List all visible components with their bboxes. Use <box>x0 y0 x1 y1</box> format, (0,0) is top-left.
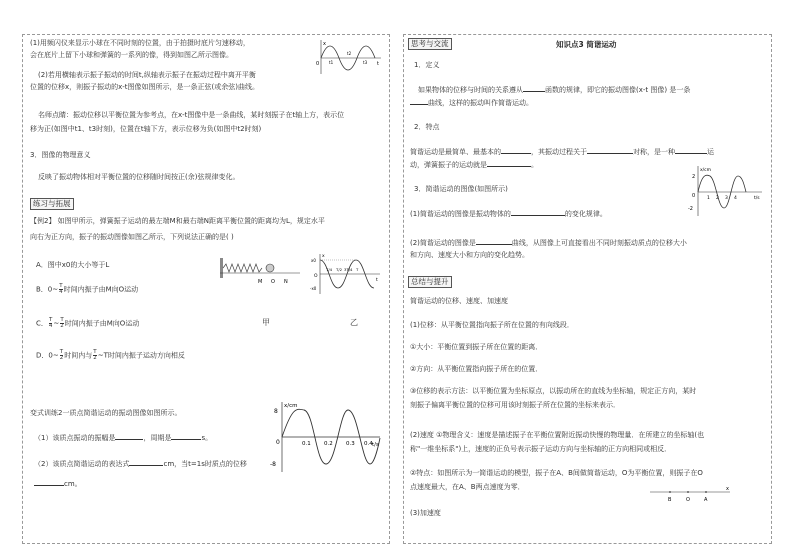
tick-quarter: T/4 <box>326 267 333 272</box>
example-2-line-2: 向右为正方向，振子的振动图像如图乙所示，下列说法正确的是( ) <box>30 233 234 241</box>
label-o: O <box>686 497 690 503</box>
definition-line-2 <box>410 97 533 108</box>
tick-half: T/2 <box>336 267 343 272</box>
fraction-t-over-4 <box>49 318 53 329</box>
fraction-denominator: 2 <box>60 323 64 329</box>
feature-text-e: 动，弹簧振子的运动就是 <box>410 161 487 169</box>
blank-displacement-time[interactable] <box>511 208 565 216</box>
label-yi: 乙 <box>350 318 358 327</box>
tick-t1: t1 <box>329 60 334 65</box>
point-o <box>687 491 689 493</box>
blank-curve[interactable] <box>410 97 428 105</box>
fraction-denominator: 2 <box>59 355 64 361</box>
fraction-numerator: T <box>93 349 97 355</box>
option-a: A．图中x0的大小等于L <box>36 261 110 269</box>
summary-acceleration: (3)加速度 <box>410 509 441 517</box>
y-axis-label: x/cm <box>700 168 712 173</box>
fraction-t-over-2 <box>60 318 64 329</box>
tick-3: 3 <box>725 196 728 201</box>
feature-text-c: 对称，是一种 <box>633 148 675 156</box>
fraction-t-over-2 <box>60 350 64 361</box>
question-2-text: （2）该质点简谐运动的表达式 <box>34 460 130 468</box>
graph-line-2 <box>410 237 687 248</box>
y-max-label: 8 <box>274 408 278 415</box>
summary-displacement: (1)位移：从平衡位置指向振子所在位置的有向线段． <box>410 321 574 329</box>
label-a: A <box>704 497 708 503</box>
answer-blank-amplitude[interactable] <box>115 432 143 440</box>
example-2-line-1: 【例2】 如图甲所示，弹簧振子运动的最左端M和最右端N距离平衡位置的距离均为L，规定水平 <box>30 217 325 225</box>
figure-yi-graph <box>310 252 382 296</box>
label-b: B <box>668 497 672 503</box>
answer-blank-period[interactable] <box>171 432 201 440</box>
option-b-prefix: B．0~ <box>36 285 59 294</box>
summary-feature-1: ②特点：如图所示为一简谐运动的模型，振子在A、B间做简谐运动，O为平衡位置，则振子在O <box>410 469 703 477</box>
section-3-heading: 3．图像的物理意义 <box>30 151 91 159</box>
fraction-numerator: T <box>59 349 64 355</box>
think-header: 思考与交流 <box>408 38 452 50</box>
fraction-t-over-2 <box>93 350 97 361</box>
option-c-text: 时间内振子由M向O运动 <box>64 319 140 328</box>
variant-question-1 <box>34 432 212 443</box>
spring <box>223 264 262 272</box>
y-max-label: 2 <box>692 174 696 180</box>
blank-symmetry[interactable] <box>587 146 633 154</box>
definition-line-1 <box>418 84 690 95</box>
graph-text-d: 曲线，从图像上可直接看出不同时刻振动质点的位移大小 <box>511 239 687 247</box>
option-d-prefix: D．0~ <box>36 351 59 360</box>
origin-label: 0 <box>276 439 280 446</box>
summary-header: 总结与提升 <box>408 276 452 288</box>
graph-text-b: 的变化规律。 <box>564 210 607 218</box>
option-c-prefix: C． <box>36 319 48 328</box>
label-n: N <box>284 279 288 285</box>
option-b <box>36 284 138 295</box>
label-jia: 甲 <box>262 318 270 327</box>
fraction-numerator: T <box>59 283 63 289</box>
blank-spring-motion[interactable] <box>487 159 531 167</box>
x0-label: x0 <box>311 258 316 263</box>
y-min-label: -2 <box>688 206 693 212</box>
x-axis-label: t/s <box>754 196 760 201</box>
note-text-b: 在t轴上方，表示位 <box>285 111 345 119</box>
x-axis-label: t <box>377 61 379 67</box>
question-2-mid: cm，当t=1s时质点的位移 <box>163 460 247 468</box>
question-1-text: （1）该质点振动的振幅是 <box>34 434 116 442</box>
figure-displacement-time-graph <box>313 38 383 78</box>
section-3-heading-right: 3．简谐运动的图像(如图所示) <box>414 185 508 193</box>
question-2-unit: cm。 <box>64 480 82 488</box>
section-2-heading: 2．特点 <box>414 123 440 131</box>
summary-direction: ②方向：从平衡位置指向振子所在的位置． <box>410 365 543 373</box>
paragraph-1a: (1)用频闪仪来显示小球在不同时刻的位置，由于拍摄时底片匀速移动， <box>30 39 250 47</box>
tick-0-1: 0.1 <box>302 441 311 447</box>
paragraph-2b: 位置的位移x，则振子振动的x-t图像如图所示，是一条正弦(或余弦)曲线。 <box>30 83 260 91</box>
question-1-unit: s。 <box>201 434 213 442</box>
feature-text-f: 。 <box>531 161 538 169</box>
tick-4: 4 <box>734 196 737 201</box>
option-d-mid: 时间内与 <box>64 351 93 360</box>
option-b-text: 时间内振子由M向O运动 <box>63 285 139 294</box>
label-o: O <box>271 279 275 285</box>
blank-function[interactable] <box>523 84 545 92</box>
note-text-a: 名师点睛：振动位移以平衡位置为参考点，在x-t图像中是一条曲线，某时刻振子 <box>38 111 286 119</box>
fraction-t-over-4 <box>59 284 63 295</box>
tick-three-quarter: 3T/4 <box>344 267 353 272</box>
tick-0-3: 0.3 <box>346 441 355 447</box>
y-axis-label: x <box>322 254 325 259</box>
knowledge-point-title: 知识点3 简谐运动 <box>556 40 617 49</box>
option-d <box>36 350 185 361</box>
feature-text-b: ，其振动过程关于 <box>531 148 587 156</box>
note-line-1 <box>38 110 344 120</box>
question-1-mid: ，周期是 <box>143 434 172 442</box>
answer-blank-expression[interactable] <box>129 458 163 466</box>
label-x: x <box>726 486 729 492</box>
summary-feature-2: 点速度最大，在A、B两点速度为零． <box>410 483 525 491</box>
paragraph-1b: 会在底片上留下小球和弹簧的一系列的像，得到如图乙所示图像。 <box>30 51 233 59</box>
tick-0-2: 0.2 <box>324 441 333 447</box>
note-line-2: 移为正(如图中t1、t3时刻)，位置在t轴下方，表示位移为负(如图中t2时刻) <box>30 125 262 133</box>
feature-line-1 <box>410 146 714 157</box>
feature-line-2 <box>410 159 538 170</box>
origin-label: O <box>314 274 318 279</box>
option-d-text: ~T时间内振子运动方向相反 <box>97 351 185 360</box>
graph-text-a: (1)简谐运动的图像是振动物体的 <box>410 210 511 218</box>
practice-header: 练习与拓展 <box>30 198 74 210</box>
fraction-numerator: T <box>60 317 64 323</box>
label-m: M <box>258 279 263 285</box>
summary-magnitude: ①大小：平衡位置到振子所在位置的距离． <box>410 343 543 351</box>
definition-text-c: 曲线，这样的振动叫作简谐运动。 <box>428 99 533 107</box>
figure-boa-axis <box>648 484 738 504</box>
variant-question-2-end <box>34 478 82 489</box>
feature-text-d: 运 <box>707 148 714 156</box>
tick-t2: t2 <box>347 51 352 56</box>
summary-representation-2: 刻振子偏离平衡位置的位移可用该时刻振子所在位置的坐标来表示． <box>410 401 620 409</box>
blank-motion-kind[interactable] <box>675 146 707 154</box>
figure-spring-oscillator <box>214 256 304 288</box>
fraction-denominator: 2 <box>93 355 97 361</box>
wall <box>220 258 223 278</box>
ball <box>266 264 274 272</box>
y-min-label: -8 <box>270 461 276 468</box>
tick-full: T <box>356 267 359 272</box>
origin-label: 0 <box>316 61 320 67</box>
origin-label: 0 <box>692 193 696 199</box>
definition-text-a: 如果物体的位移与时间的关系遵从 <box>418 86 523 94</box>
graph-text-c: (2)简谐运动的图像是 <box>410 239 476 247</box>
neg-x0-label: -x0 <box>310 286 317 291</box>
section-3-text: 反映了振动物体相对平衡位置的位移随时间按正(余)弦规律变化。 <box>38 173 240 181</box>
variant-2-heading: 变式训练2一质点简谐运动的振动图像如图所示。 <box>30 409 182 417</box>
tick-0-4: 0.4 <box>364 441 373 447</box>
variant-question-2 <box>34 458 247 469</box>
fraction-denominator: 4 <box>48 323 53 329</box>
point-b <box>669 491 671 493</box>
summary-title: 简谐运动的位移、速度、加速度 <box>410 297 508 305</box>
section-1-heading: 1．定义 <box>414 61 440 69</box>
fraction-numerator: T <box>48 317 53 323</box>
tick-1: 1 <box>707 196 710 201</box>
graph-line-1 <box>410 208 607 219</box>
option-c-tilde: ~ <box>53 319 60 328</box>
figure-variant-graph <box>268 398 384 476</box>
fraction-denominator: 4 <box>59 289 63 295</box>
definition-text-b: 函数的规律，即它的振动图像(x-t 图像) 是一条 <box>545 86 691 94</box>
figure-simple-harmonic-graph <box>682 164 766 218</box>
y-axis-label: x/cm <box>284 403 298 409</box>
tick-t3: t3 <box>363 60 368 65</box>
option-c <box>36 318 139 329</box>
summary-representation-1: ③位移的表示方法：以平衡位置为坐标原点，以振动所在的直线为坐标轴，规定正方向，某时 <box>410 387 697 395</box>
summary-velocity-1: (2)速度 ①物理含义：速度是描述振子在平衡位置附近振动快慢的物理量．在所建立的坐标轴(也 <box>410 431 705 439</box>
graph-line-3: 和方向、速度大小和方向的变化趋势。 <box>410 251 529 259</box>
x-axis-label: t <box>376 278 378 283</box>
blank-curve-type[interactable] <box>476 237 512 245</box>
y-axis-label: x <box>323 41 326 47</box>
feature-text-a: 简谐运动是最简单、最基本的 <box>410 148 501 156</box>
sine-curve <box>698 175 746 208</box>
answer-blank-displacement[interactable] <box>34 478 64 486</box>
sine-curve <box>282 409 380 464</box>
x-axis-label: t/s <box>372 442 379 448</box>
paragraph-2a: (2)若用横轴表示振子振动的时间t,纵轴表示振子在振动过程中离开平衡 <box>38 71 256 79</box>
summary-velocity-2: 称"一维坐标系")上，速度的正负号表示振子运动方向与坐标轴的正方向相同或相反． <box>410 445 672 453</box>
tick-2: 2 <box>716 196 719 201</box>
point-a <box>705 491 707 493</box>
blank-motion-type[interactable] <box>501 146 531 154</box>
